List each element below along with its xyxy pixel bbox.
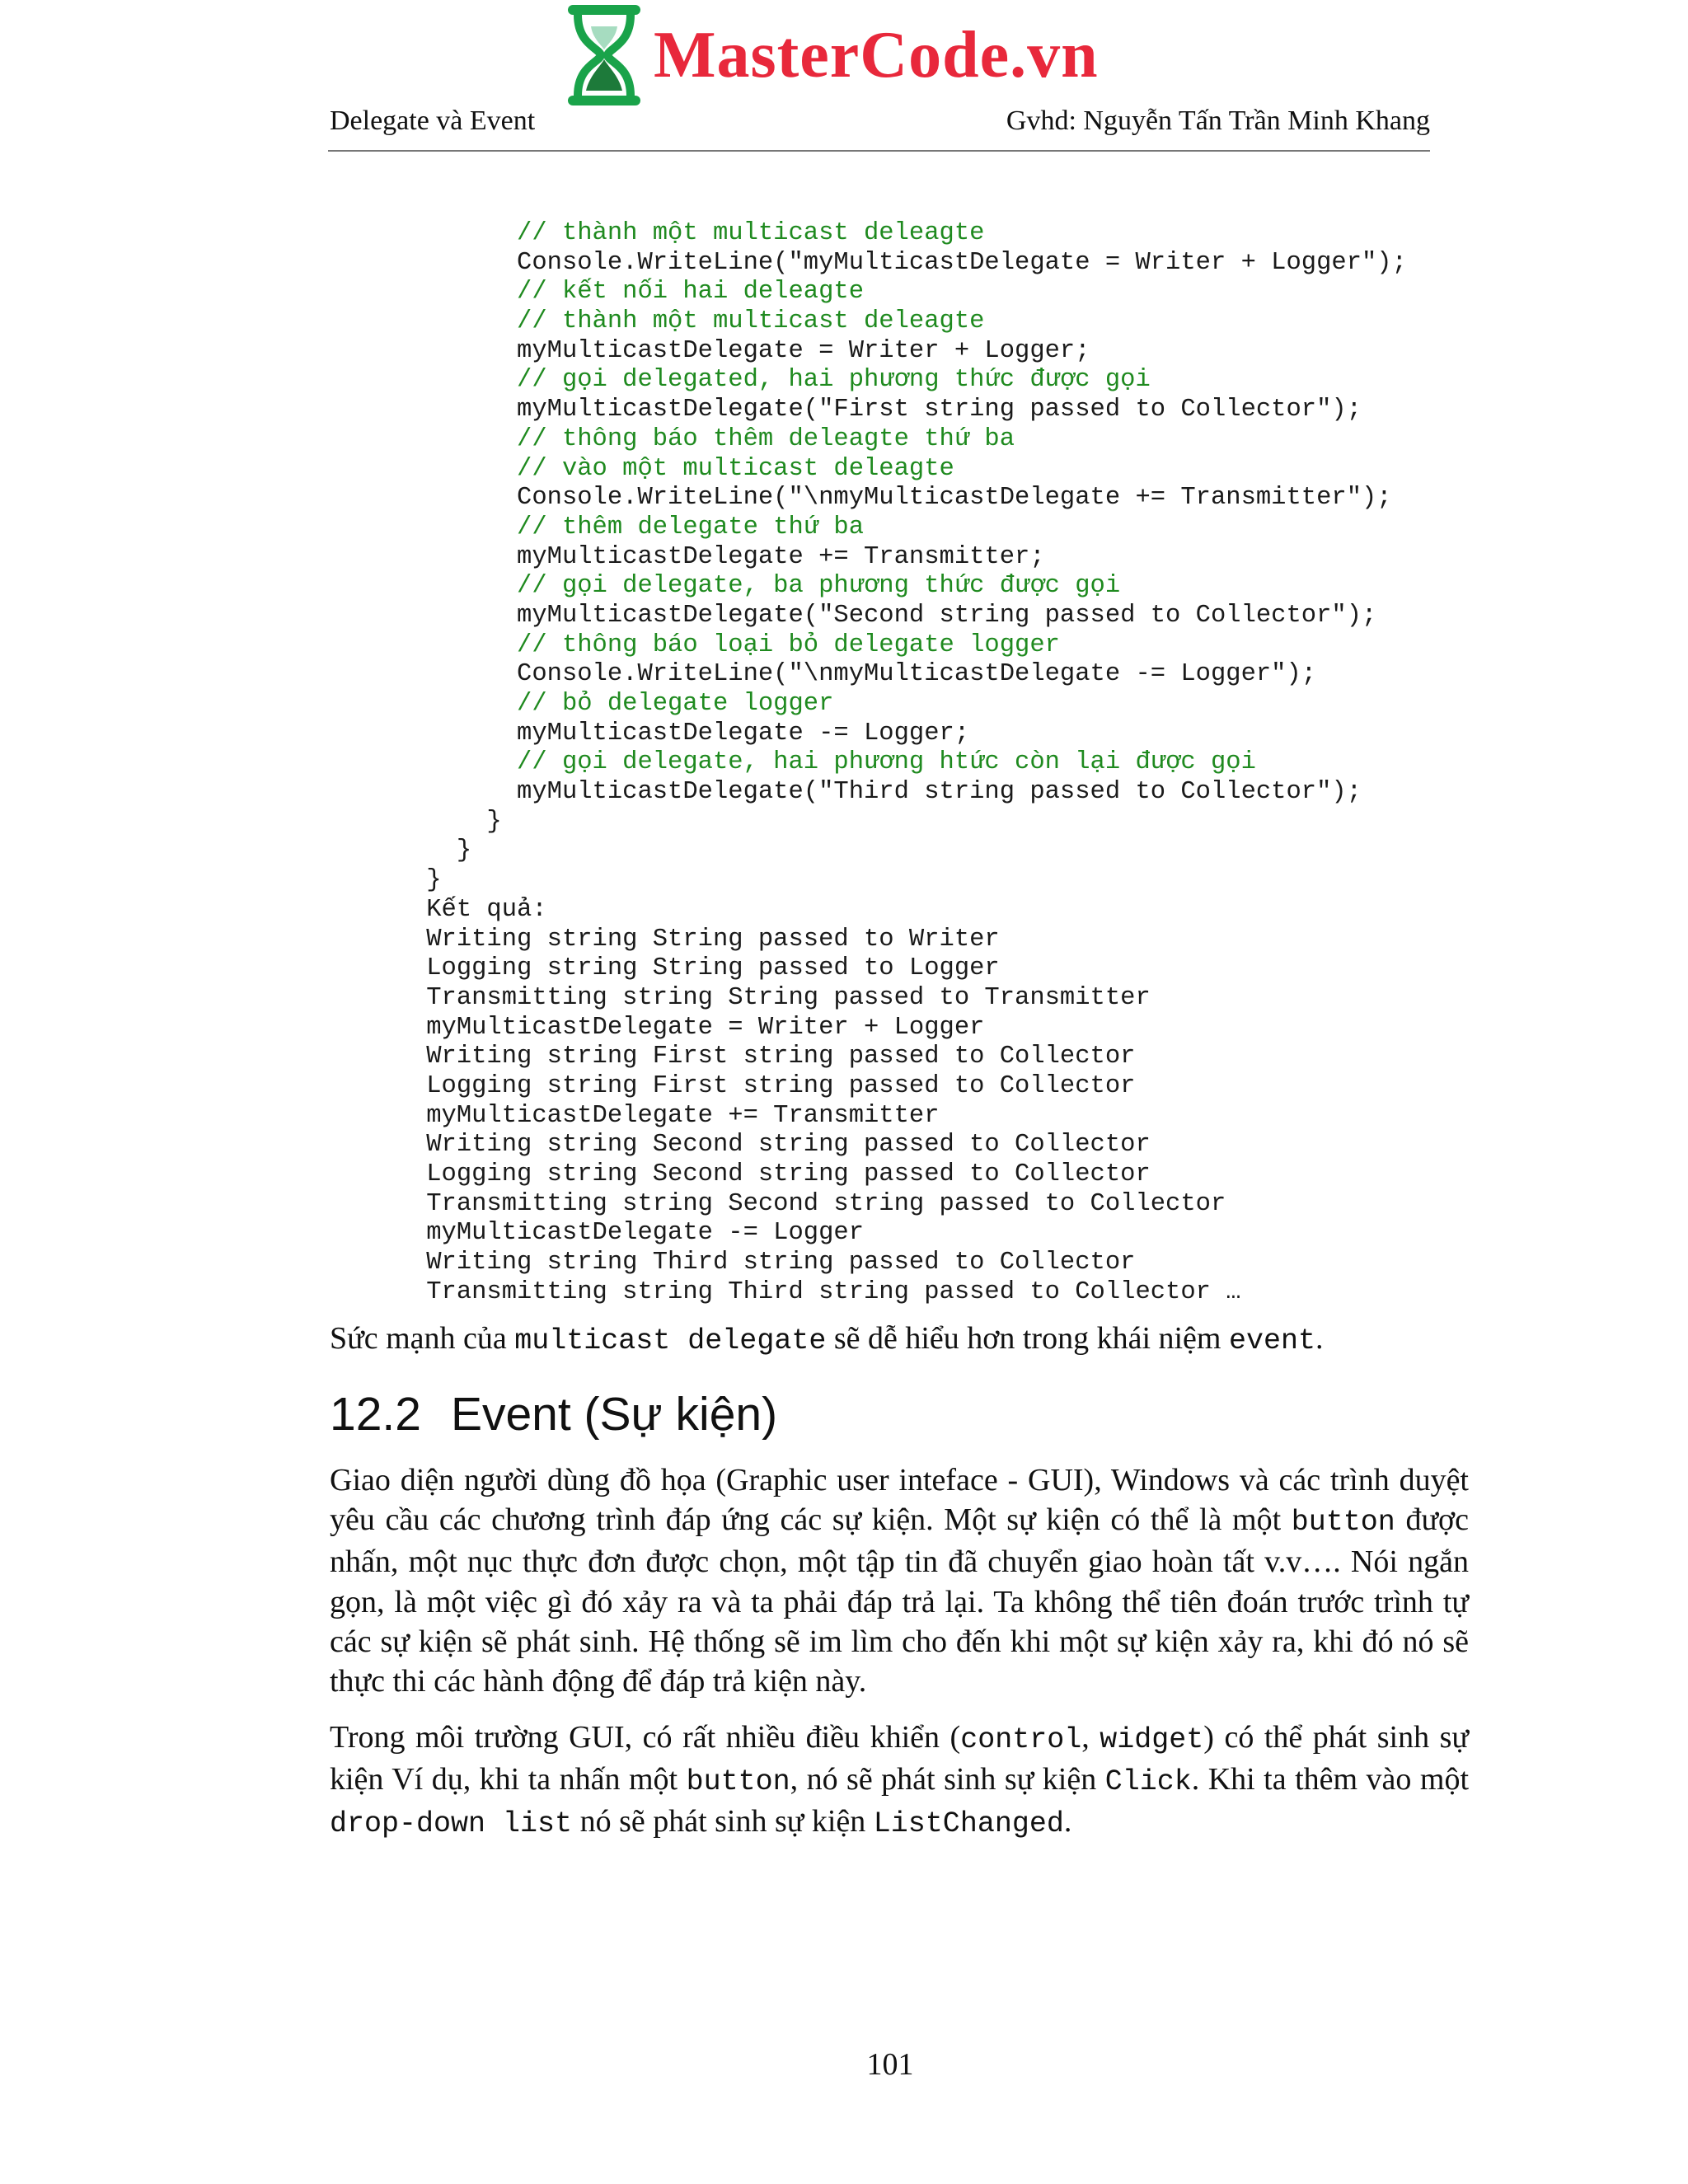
code-line: Writing string String passed to Writer — [366, 925, 1000, 954]
logo-text: MasterCode.vn — [654, 19, 1099, 91]
code-line: myMulticastDelegate -= Logger — [366, 1219, 864, 1248]
code-line: } — [366, 807, 502, 836]
section-title: Event (Sự kiện) — [450, 1388, 778, 1441]
summary-line — [330, 1320, 1324, 1357]
code-line: Writing string First string passed to Collector — [366, 1043, 1136, 1071]
header-instructor: Gvhd: Nguyễn Tấn Trần Minh Khang — [1006, 105, 1430, 136]
code-line: Logging string String passed to Logger — [366, 954, 1000, 983]
code-line: Transmitting string String passed to Transmitter — [366, 983, 1151, 1012]
code-block — [366, 219, 1407, 1307]
paragraph-text: , nó sẽ phát sinh sự kiện — [790, 1762, 1105, 1797]
paragraph-text: Trong môi trường GUI, có rất nhiều điều khiển ( — [330, 1720, 961, 1755]
code-comment-line: // thành một multicast deleagte — [366, 307, 985, 336]
paragraph-gui-events — [330, 1460, 1469, 1701]
code-comment-line: // thông báo thêm deleagte thứ ba — [366, 424, 1015, 453]
code-line: Logging string Second string passed to Collector — [366, 1160, 1151, 1188]
code-line: myMulticastDelegate += Transmitter — [366, 1101, 940, 1130]
code-line: myMulticastDelegate("Second string passed to Collector"); — [366, 601, 1377, 630]
summary-text: . — [1315, 1321, 1324, 1356]
code-line: myMulticastDelegate("First string passed to Collector"); — [366, 396, 1362, 424]
code-line: } — [366, 837, 472, 865]
code-comment-line: // thông báo loại bỏ delegate logger — [366, 630, 1060, 659]
code-line: myMulticastDelegate = Writer + Logger; — [366, 336, 1090, 365]
paragraph-text: . — [1063, 1804, 1072, 1840]
summary-text: Sức mạnh của — [330, 1321, 515, 1356]
code-comment-line: // thành một multicast deleagte — [366, 219, 985, 247]
code-comment-line: // vào một multicast deleagte — [366, 454, 954, 483]
code-line: Transmitting string Second string passed to Collector — [366, 1189, 1226, 1218]
inline-code: Click — [1104, 1765, 1192, 1799]
page-number: 101 — [866, 2047, 914, 2082]
header-divider — [328, 150, 1430, 152]
header-chapter-title: Delegate và Event — [330, 105, 536, 136]
code-line: myMulticastDelegate -= Logger; — [366, 719, 970, 748]
inline-code: control — [960, 1723, 1082, 1756]
inline-code: widget — [1100, 1723, 1204, 1756]
paragraph-text: Giao diện người dùng đồ họa (Graphic user inteface - GUI), Windows và các trình duyệt yêu cầu các chương trình đáp ứng các sự kiện. Một sự kiện có thể là một — [330, 1463, 1469, 1538]
section-number: 12.2 — [330, 1388, 421, 1441]
inline-code: drop-down list — [330, 1807, 573, 1841]
paragraph-gui-controls — [330, 1718, 1469, 1844]
code-line: Console.WriteLine("myMulticastDelegate = Writer + Logger"); — [366, 248, 1407, 277]
code-line: Console.WriteLine("\nmyMulticastDelegate += Transmitter"); — [366, 484, 1392, 513]
paragraph-text: nó sẽ phát sinh sự kiện — [572, 1804, 874, 1840]
paragraph-text: được nhấn, một nục thực đơn được chọn, một tập tin đã chuyển giao hoàn tất v.v…. Nói ngắn gọn, là một việc gì đó xảy ra và ta phải đáp trả lại. Ta không thể tiên đoán trước trình tự các sự kiện sẽ phát sinh. Hệ thống sẽ im lìm cho đến khi một sự kiện xảy ra, khi đó nó sẽ thực thi các hành động để đáp trả kiện này. — [330, 1502, 1469, 1699]
code-line: myMulticastDelegate = Writer + Logger — [366, 1013, 985, 1042]
section-heading — [330, 1388, 778, 1441]
paragraph-text: ) có thể phát sinh sự kiện Ví dụ, khi ta nhấn một — [330, 1720, 1469, 1797]
code-line: Console.WriteLine("\nmyMulticastDelegate -= Logger"); — [366, 660, 1317, 689]
code-comment-line: // thêm delegate thứ ba — [366, 513, 864, 541]
code-line: } — [366, 866, 442, 895]
code-line: Kết quả: — [366, 895, 547, 924]
code-line: Logging string First string passed to Collector — [366, 1071, 1136, 1100]
code-line: myMulticastDelegate("Third string passed to Collector"); — [366, 778, 1362, 807]
code-line: Transmitting string Third string passed to Collector … — [366, 1277, 1241, 1306]
inline-code: button — [1291, 1506, 1395, 1540]
summary-text: sẽ dễ hiểu hơn trong khái niệm — [826, 1321, 1229, 1356]
summary-code: multicast delegate — [514, 1324, 827, 1357]
code-comment-line: // gọi delegate, ba phương thức được gọi — [366, 572, 1121, 601]
code-line: Writing string Third string passed to Collector — [366, 1249, 1136, 1277]
code-line: Writing string Second string passed to Collector — [366, 1131, 1151, 1160]
mastercode-logo — [565, 2, 1099, 109]
summary-code: event — [1228, 1324, 1316, 1357]
code-comment-line: // bỏ delegate logger — [366, 690, 834, 718]
paragraph-text: , — [1081, 1720, 1100, 1755]
code-line: myMulticastDelegate += Transmitter; — [366, 542, 1045, 571]
code-comment-line: // gọi delegate, hai phương htức còn lại được gọi — [366, 748, 1256, 777]
code-comment-line: // kết nối hai deleagte — [366, 278, 864, 307]
inline-code: button — [686, 1765, 790, 1799]
code-comment-line: // gọi delegated, hai phương thức được gọi — [366, 366, 1151, 395]
hourglass-icon — [565, 2, 644, 109]
paragraph-text: . Khi ta thêm vào một — [1191, 1762, 1470, 1797]
inline-code: ListChanged — [873, 1807, 1064, 1841]
